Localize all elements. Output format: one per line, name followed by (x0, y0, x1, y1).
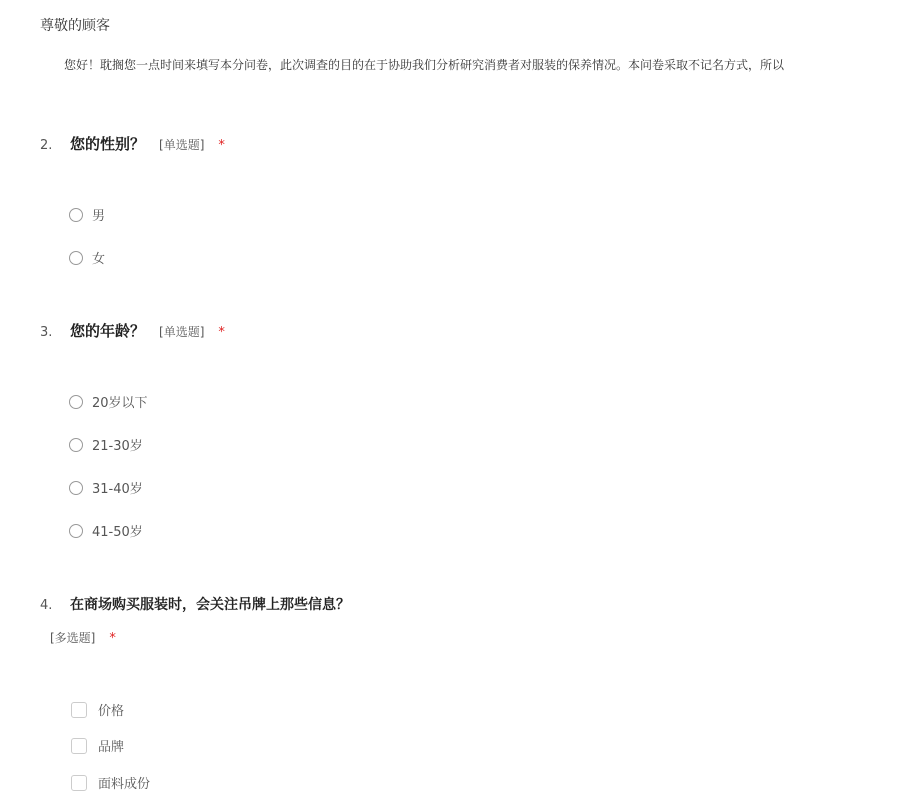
option-label: 女 (92, 252, 106, 267)
question-type: [单选题] (159, 325, 205, 339)
option-under-20[interactable] (69, 392, 148, 411)
question-type: [单选题] (159, 138, 205, 152)
option-label: 面料成份 (98, 777, 151, 792)
question-4-header (40, 594, 350, 614)
question-number: 3. (40, 325, 53, 340)
required-marker: * (218, 138, 225, 153)
option-label: 男 (92, 209, 106, 224)
option-fabric[interactable] (69, 773, 150, 792)
option-label: 品牌 (98, 740, 125, 755)
question-title: 在商场购买服装时，会关注吊牌上那些信息？ (70, 597, 350, 613)
question-3-header (40, 320, 225, 341)
option-label: 41-50岁 (92, 525, 143, 540)
required-marker: * (218, 325, 225, 340)
question-number: 2. (40, 138, 53, 153)
radio-button[interactable] (69, 524, 83, 538)
question-title: 您的年龄？ (70, 322, 146, 340)
question-title: 您的性别？ (70, 135, 146, 153)
checkbox[interactable] (71, 738, 87, 754)
option-label: 价格 (98, 704, 125, 719)
option-label: 20岁以下 (92, 396, 148, 411)
question-number: 4. (40, 598, 53, 613)
intro-text: 您好！耽搁您一点时间来填写本分问卷，此次调查的目的在于协助我们分析研究消费者对服装的保养情况。本问卷采取不记名方式，所以 (64, 58, 785, 72)
option-21-30[interactable] (69, 435, 143, 454)
checkbox[interactable] (71, 702, 87, 718)
radio-button[interactable] (69, 251, 83, 265)
option-41-50[interactable] (69, 521, 143, 540)
question-2-header (40, 133, 225, 154)
radio-button[interactable] (69, 481, 83, 495)
radio-button[interactable] (69, 438, 83, 452)
option-31-40[interactable] (69, 478, 143, 497)
option-male[interactable] (69, 205, 105, 224)
option-label: 31-40岁 (92, 482, 143, 497)
option-brand[interactable] (69, 736, 124, 755)
option-female[interactable] (69, 248, 105, 267)
option-label: 21-30岁 (92, 439, 143, 454)
greeting: 尊敬的顾客 (40, 18, 110, 34)
required-marker: * (109, 631, 116, 646)
option-price[interactable] (69, 700, 124, 719)
question-4-type-line (50, 629, 116, 646)
question-type: [多选题] (50, 631, 96, 645)
radio-button[interactable] (69, 395, 83, 409)
checkbox[interactable] (71, 775, 87, 791)
radio-button[interactable] (69, 208, 83, 222)
